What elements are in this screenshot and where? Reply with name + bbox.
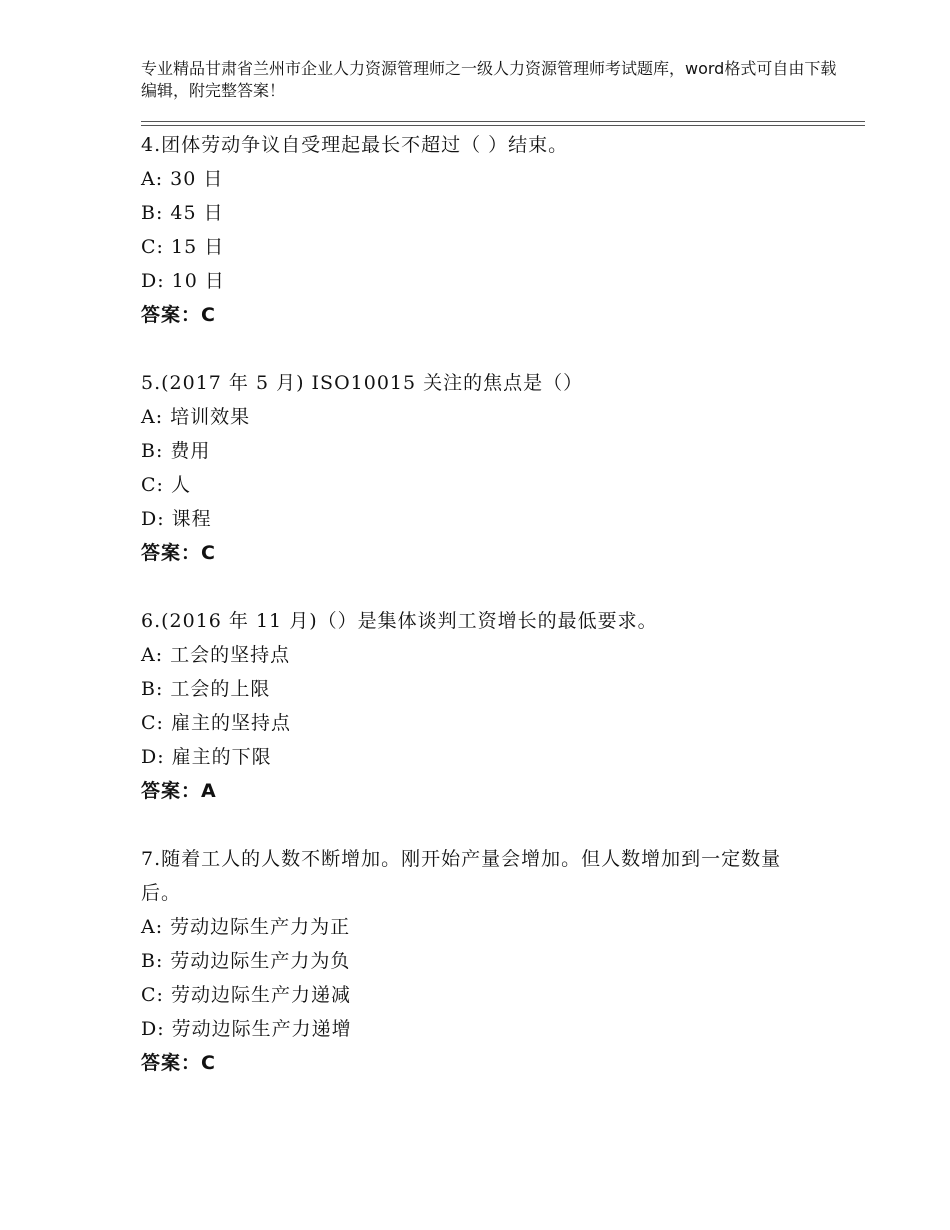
option-d: D: 雇主的下限 [141, 746, 272, 768]
option-a: A: 工会的坚持点 [141, 644, 291, 666]
answer-label: 答案：C [141, 1052, 216, 1074]
option-b: B: 费用 [141, 440, 211, 462]
option-d: D: 劳动边际生产力递增 [141, 1018, 352, 1040]
question-stem: 5.(2017 年 5 月) ISO10015 关注的焦点是（） [141, 372, 584, 394]
option-c: C: 人 [141, 474, 191, 496]
option-b: B: 工会的上限 [141, 678, 271, 700]
question-item [141, 366, 841, 570]
option-a: A: 30 日 [141, 168, 224, 190]
option-a: A: 劳动边际生产力为正 [141, 916, 351, 938]
question-item [141, 128, 841, 332]
header-divider-top [141, 121, 865, 122]
header-divider-bottom [141, 125, 865, 126]
question-list [141, 128, 841, 1080]
answer-label: 答案：C [141, 304, 216, 326]
answer-label: 答案：A [141, 780, 217, 802]
option-b: B: 劳动边际生产力为负 [141, 950, 351, 972]
document-header: 专业精品甘肃省兰州市企业人力资源管理师之一级人力资源管理师考试题库，word格式可自由下载编辑，附完整答案！ [141, 59, 837, 100]
question-item [141, 604, 841, 808]
option-d: D: 课程 [141, 508, 212, 530]
question-item [141, 842, 841, 1080]
question-stem: 7.随着工人的人数不断增加。刚开始产量会增加。但人数增加到一定数量后。 [141, 848, 782, 904]
option-c: C: 雇主的坚持点 [141, 712, 291, 734]
question-stem: 6.(2016 年 11 月)（）是集体谈判工资增长的最低要求。 [141, 610, 658, 632]
option-a: A: 培训效果 [141, 406, 251, 428]
option-d: D: 10 日 [141, 270, 225, 292]
option-c: C: 劳动边际生产力递减 [141, 984, 351, 1006]
option-c: C: 15 日 [141, 236, 225, 258]
answer-label: 答案：C [141, 542, 216, 564]
option-b: B: 45 日 [141, 202, 224, 224]
question-stem: 4.团体劳动争议自受理起最长不超过（ ）结束。 [141, 134, 569, 156]
